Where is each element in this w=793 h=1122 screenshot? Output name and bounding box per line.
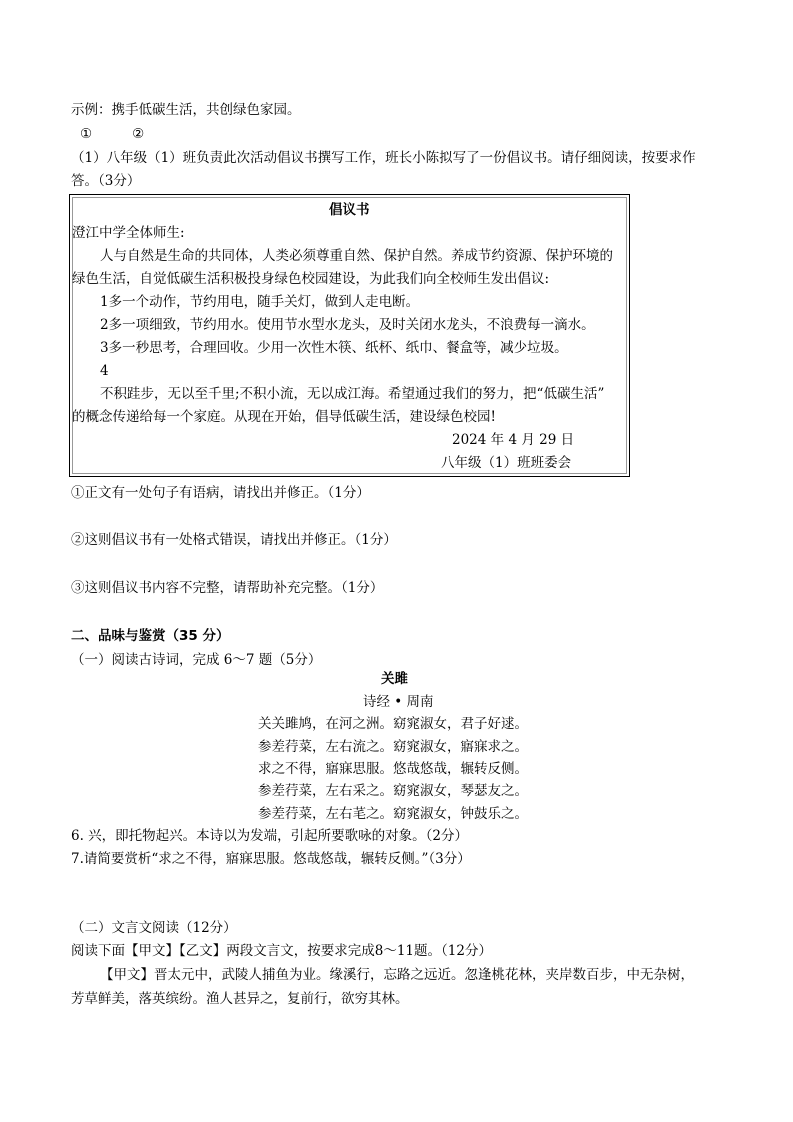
poem-title: 关雎 [381,671,408,687]
poem-line: 参差荇菜，左右流之。窈窕淑女，寤寐求之。 [258,739,528,755]
question-6: 6. 兴，即托物起兴。本诗以为发端，引起所要歌咏的对象。（2分） [71,828,469,844]
proposal-paragraph2-line1: 不积跬步，无以至千里;不积小流，无以成江海。希望通过我们的努力，把“低碳生活” [100,386,605,402]
proposal-date: 2024 年 4 月 29 日 [452,432,575,448]
part-2-instruction: 阅读下面【甲文】【乙文】两段文言文，按要求完成8～11题。（12分） [71,943,492,959]
part-2-heading: （二）文言文阅读（12分） [71,920,237,936]
blank-one-marker: ① [80,126,93,142]
poem-line: 求之不得，寤寐思服。悠哉悠哉，辗转反侧。 [258,761,528,777]
proposal-item-2: 2多一项细致，节约用水。使用节水型水龙头，及时关闭水龙头，不浪费每一滴水。 [100,317,595,333]
example-text: 示例：携手低碳生活，共创绿色家园。 [71,102,301,118]
blank-two-marker: ② [132,126,145,142]
proposal-salutation: 澄江中学全体师生: [72,225,185,241]
poem-source: 诗经 • 周南 [363,694,434,710]
proposal-paragraph2-line2: 的概念传递给每一个家庭。从现在开始，倡导低碳生活，建设绿色校园! [72,409,496,425]
proposal-paragraph1-line1: 人与自然是生命的共同体，人类必须尊重自然、保护自然。养成节约资源、保护环境的 [100,248,613,264]
jia-text-line2: 芳草鲜美，落英缤纷。渔人甚异之，复前行，欲穷其林。 [71,991,409,1007]
proposal-title: 倡议书 [329,202,370,218]
proposal-signature: 八年级（1）班班委会 [441,455,572,471]
poem-line: 参差荇菜，左右芼之。窈窕淑女，钟鼓乐之。 [258,806,528,822]
question-1-line2: 答。（3分） [71,173,141,189]
sub-question-1: ①正文有一处句子有语病，请找出并修正。（1分） [71,485,370,501]
question-1-line1: （1）八年级（1）班负责此次活动倡议书撰写工作，班长小陈拟写了一份倡议书。请仔细阅读，按要求作 [71,150,696,166]
proposal-item-3: 3多一秒思考，合理回收。少用一次性木筷、纸杯、纸巾、餐盒等，减少垃圾。 [100,340,568,356]
part-1-heading: （一）阅读古诗词，完成 6～7 题（5分） [71,652,322,668]
proposal-item-1: 1多一个动作，节约用电，随手关灯，做到人走电断。 [100,294,420,310]
sub-question-3: ③这则倡议书内容不完整，请帮助补充完整。（1分） [71,580,384,596]
section-2-title: 二、品味与鉴赏（35 分） [71,628,230,644]
question-7: 7.请简要赏析“求之不得，寤寐思服。悠哉悠哉，辗转反侧。”（3分） [71,851,471,867]
proposal-item-4: 4 [100,363,109,379]
jia-text-line1: 【甲文】晋太元中，武陵人捕鱼为业。缘溪行，忘路之远近。忽逢桃花林，夹岸数百步，中无杂树， [100,967,694,983]
poem-line: 关关雎鸠，在河之洲。窈窕淑女，君子好逑。 [258,716,528,732]
answer-blanks [80,125,144,143]
proposal-paragraph1-line2: 绿色生活，自觉低碳生活积极投身绿色校园建设，为此我们向全校师生发出倡议: [72,271,550,287]
sub-question-2: ②这则倡议书有一处格式错误，请找出并修正。（1分） [71,532,397,548]
poem-line: 参差荇菜，左右采之。窈窕淑女，琴瑟友之。 [258,783,528,799]
